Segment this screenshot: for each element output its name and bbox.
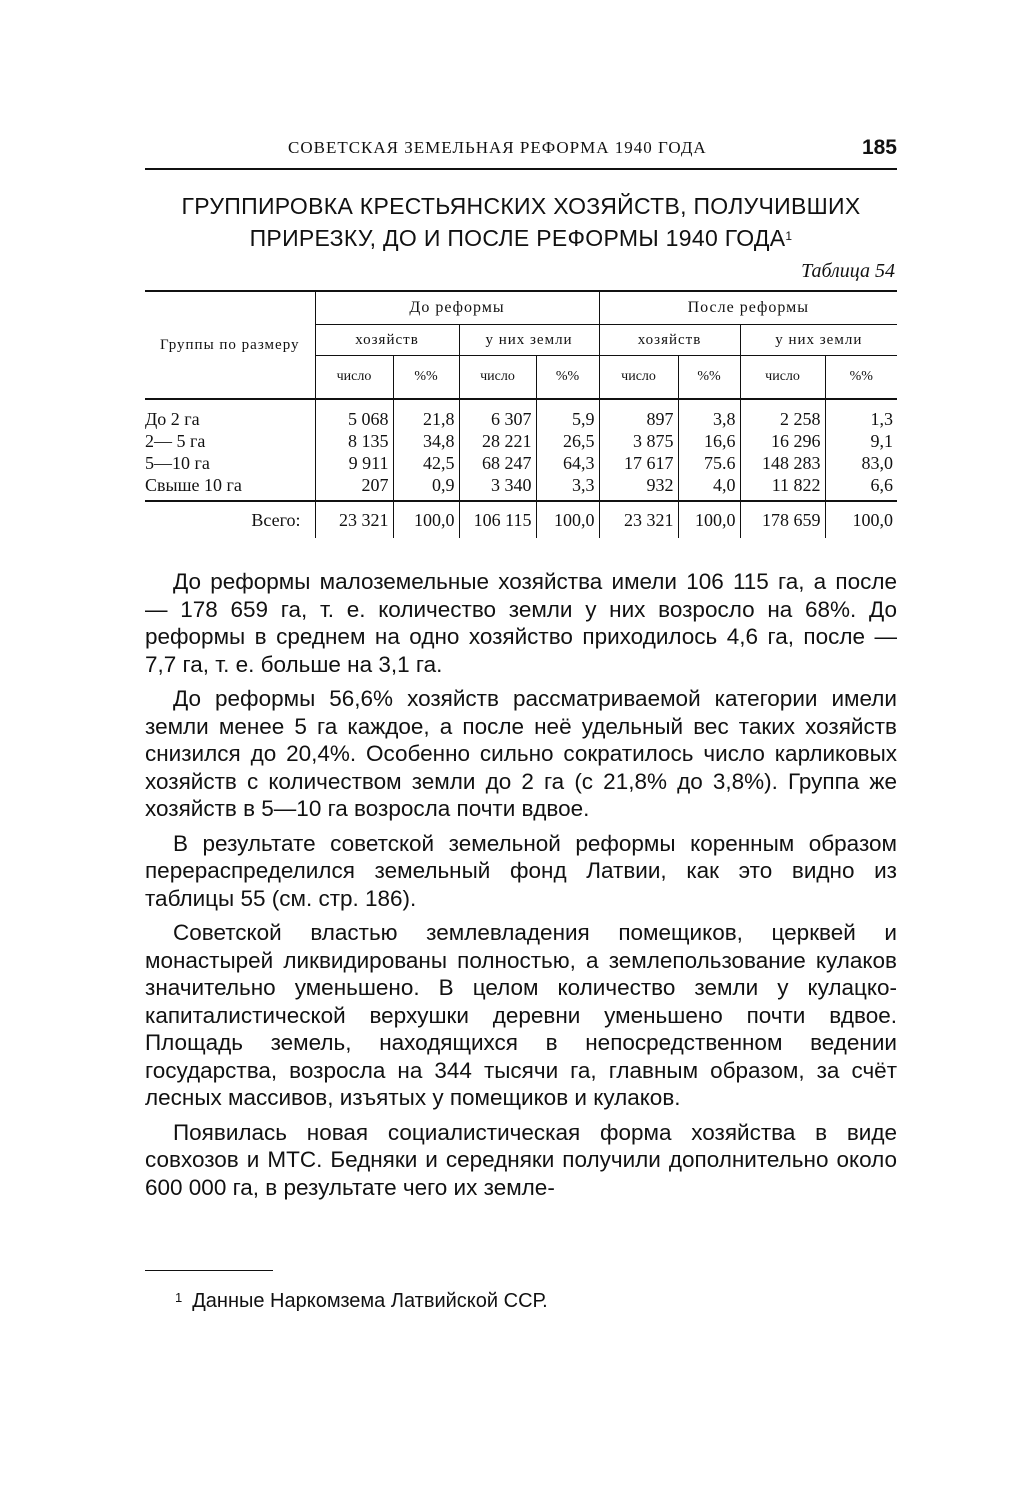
total-before-households: 23 321 — [315, 501, 393, 538]
header-count: число — [599, 356, 678, 400]
table-row — [145, 474, 897, 501]
cell-after-land: 2 258 — [740, 399, 825, 430]
cell-after-households-pct: 3,8 — [678, 399, 740, 430]
paragraph: В результате советской земельной реформы коренным образом перераспределился земельный фонд Латвии, как это видно из таблицы 55 (см. стр. 186). — [145, 830, 897, 911]
cell-after-households: 897 — [599, 399, 678, 430]
cell-after-land-pct: 6,6 — [825, 474, 897, 501]
cell-before-land-pct: 5,9 — [536, 399, 599, 430]
cell-after-households: 932 — [599, 474, 678, 501]
table-row — [145, 430, 897, 452]
running-head — [145, 136, 897, 170]
header-after-land: у них земли — [740, 325, 897, 356]
header-after-households: хозяйств — [599, 325, 740, 356]
footnote-divider — [145, 1270, 273, 1271]
cell-after-households-pct: 4,0 — [678, 474, 740, 501]
cell-before-households-pct: 21,8 — [393, 399, 459, 430]
header-percent: %% — [536, 356, 599, 400]
row-label: До 2 га — [145, 409, 200, 429]
cell-after-households: 3 875 — [599, 430, 678, 452]
table-heading — [145, 190, 897, 254]
table-heading-line-2-text: ПРИРЕЗКУ, ДО И ПОСЛЕ РЕФОРМЫ 1940 ГОДА — [249, 225, 786, 251]
header-before-households: хозяйств — [315, 325, 459, 356]
table-heading-line-1: ГРУППИРОВКА КРЕСТЬЯНСКИХ ХОЗЯЙСТВ, ПОЛУЧИВШИХ — [181, 193, 861, 219]
header-percent: %% — [393, 356, 459, 400]
paragraph: Советской властью землевладения помещиков, церквей и монастырей ликвидированы полностью, а землепользование кулаков значительно уменьшено. В целом количество земли у кулацко-капиталистической верхушки деревни уменьшено почти вдвое. Площадь земель, находящихся в непосредственном ведении государства, возросла на 344 тысячи га, главным образом, за счёт лесных массивов, изъятых у помещиков и кулаков. — [145, 920, 897, 1110]
header-count: число — [315, 356, 393, 400]
table-row — [145, 399, 897, 430]
cell-before-households: 8 135 — [315, 430, 393, 452]
header-groups: Группы по размеру — [145, 291, 315, 399]
cell-before-land-pct: 64,3 — [536, 452, 599, 474]
table-heading-line-2 — [145, 222, 897, 254]
cell-after-land-pct: 9,1 — [825, 430, 897, 452]
cell-before-land: 3 340 — [459, 474, 536, 501]
cell-after-land-pct: 1,3 — [825, 399, 897, 430]
cell-before-households-pct: 0,9 — [393, 474, 459, 501]
footnote-text: Данные Наркомзема Латвийской ССР. — [192, 1290, 548, 1312]
paragraph: Появилась новая социалистическая форма хозяйства в виде совхозов и МТС. Бедняки и середняки получили дополнительно около 600 000 га, в результате чего их земле- — [145, 1119, 897, 1200]
cell-before-land-pct: 26,5 — [536, 430, 599, 452]
total-before-households-pct: 100,0 — [393, 501, 459, 538]
table-caption: Таблица 54 — [801, 260, 895, 282]
cell-after-households: 17 617 — [599, 452, 678, 474]
total-before-land: 106 115 — [459, 501, 536, 538]
total-label: Всего: — [251, 510, 301, 530]
land-groups-table — [145, 290, 897, 538]
cell-before-land: 6 307 — [459, 399, 536, 430]
header-after-reform: После реформы — [599, 291, 897, 325]
row-label: Свыше 10 га — [145, 474, 315, 501]
total-before-land-pct: 100,0 — [536, 501, 599, 538]
page-number: 185 — [861, 136, 897, 159]
footnote-mark: 1 — [175, 1290, 183, 1305]
row-label: 5—10 га — [145, 453, 210, 473]
cell-after-households-pct: 75.6 — [678, 452, 740, 474]
row-label: 2— 5 га — [145, 431, 206, 451]
body-text — [145, 568, 897, 1208]
header-before-reform: До реформы — [315, 291, 599, 325]
footnote — [175, 1290, 548, 1313]
cell-before-households-pct: 34,8 — [393, 430, 459, 452]
cell-after-land: 148 283 — [740, 452, 825, 474]
total-after-households: 23 321 — [599, 501, 678, 538]
header-count: число — [740, 356, 825, 400]
cell-after-land: 16 296 — [740, 430, 825, 452]
header-count: число — [459, 356, 536, 400]
total-after-land: 178 659 — [740, 501, 825, 538]
paragraph: До реформы малоземельные хозяйства имели 106 115 га, а после — 178 659 га, т. е. количество земли у них возросло на 68%. До реформы в среднем на одно хозяйство приходилось 4,6 га, после — 7,7 га, т. е. больше на 3,1 га. — [145, 569, 897, 677]
cell-before-land: 28 221 — [459, 430, 536, 452]
total-after-land-pct: 100,0 — [825, 501, 897, 538]
cell-before-households-pct: 42,5 — [393, 452, 459, 474]
cell-after-land: 11 822 — [740, 474, 825, 501]
table-row — [145, 452, 897, 474]
header-percent: %% — [678, 356, 740, 400]
cell-after-households-pct: 16,6 — [678, 430, 740, 452]
paragraph: До реформы 56,6% хозяйств рассматриваемой категории имели земли менее 5 га каждое, а после неё удельный вес таких хозяйств снизился до 20,4%. Особенно сильно сократилось число карликовых хозяйств с количеством земли до 2 га (с 21,8% до 3,8%). Группа же хозяйств в 5—10 га возросла почти вдвое. — [145, 686, 897, 821]
header-percent: %% — [825, 356, 897, 400]
cell-before-households: 9 911 — [315, 452, 393, 474]
running-title: СОВЕТСКАЯ ЗЕМЕЛЬНАЯ РЕФОРМА 1940 ГОДА — [288, 138, 707, 157]
cell-before-land-pct: 3,3 — [536, 474, 599, 501]
header-before-land: у них земли — [459, 325, 599, 356]
cell-before-households: 5 068 — [315, 399, 393, 430]
cell-before-land: 68 247 — [459, 452, 536, 474]
total-after-households-pct: 100,0 — [678, 501, 740, 538]
cell-after-land-pct: 83,0 — [825, 452, 897, 474]
cell-before-households: 207 — [315, 474, 393, 501]
footnote-reference: 1 — [785, 229, 793, 243]
table-total-row — [145, 501, 897, 538]
